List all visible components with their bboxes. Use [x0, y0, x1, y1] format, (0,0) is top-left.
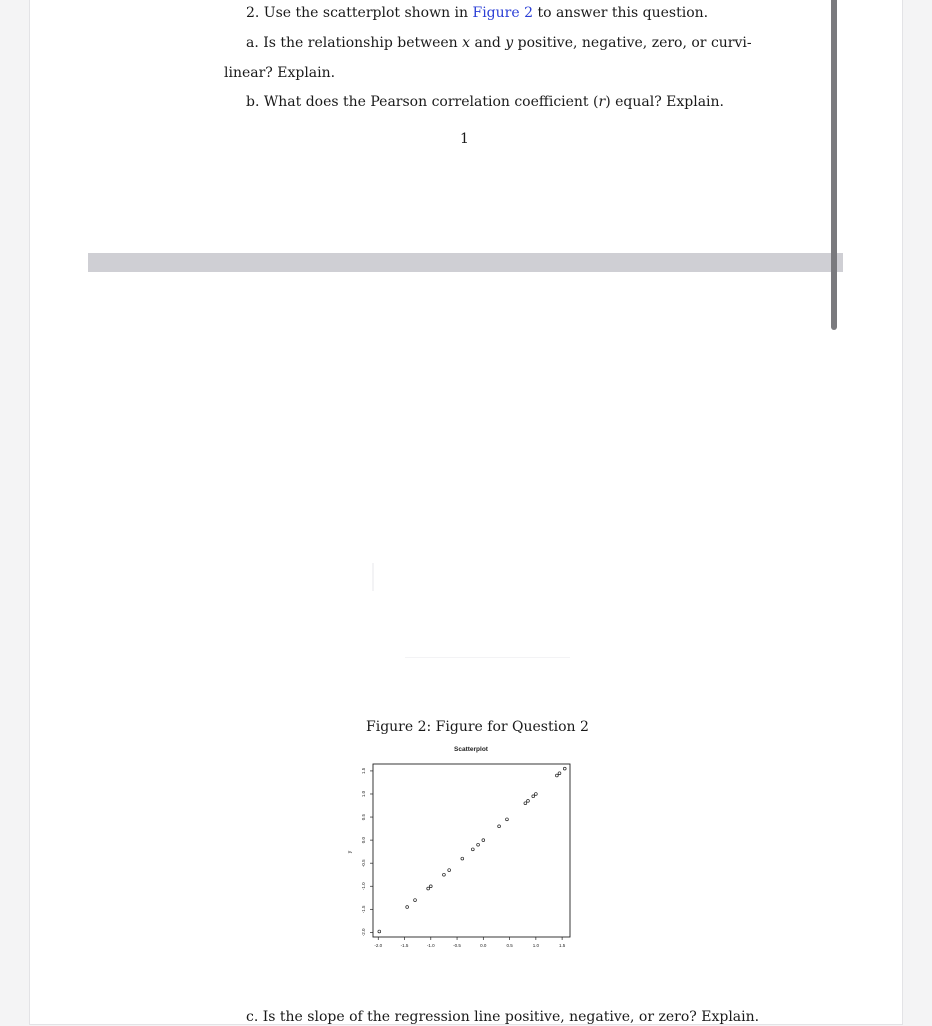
intro-suffix: to answer this question.: [533, 5, 709, 21]
question-2-intro: [246, 4, 708, 22]
point-19: [563, 767, 566, 770]
question-2c: c. Is the slope of the regression line positive, negative, or zero? Explain.: [246, 1009, 760, 1025]
figure-caption: Figure 2: Figure for Question 2: [366, 719, 589, 735]
x-tick-label-6: 1.0: [532, 943, 539, 948]
point-3: [427, 887, 430, 890]
y-axis-label: y: [347, 850, 353, 854]
q2a-suffix: positive, negative, zero, or curvi-: [513, 35, 752, 51]
ghost-axis: [405, 657, 570, 658]
question-2b: [246, 93, 724, 111]
point-5: [443, 873, 446, 876]
x-tick-label-2: -1.0: [426, 943, 435, 948]
y-tick-label-6: 1.0: [361, 790, 366, 798]
y-tick-label-0: -2.0: [361, 928, 366, 937]
x-tick-label-5: 0.5: [506, 943, 513, 948]
point-4: [429, 885, 432, 888]
math-y: y: [505, 35, 514, 51]
question-2a-line2: linear? Explain.: [224, 65, 336, 81]
x-tick-label-3: -0.5: [453, 943, 461, 948]
point-13: [524, 802, 527, 805]
q2a-text: a. Is the relationship between: [246, 35, 463, 51]
point-17: [555, 774, 558, 777]
point-6: [448, 869, 451, 872]
x-tick-label-1: -1.5: [400, 943, 409, 948]
figure-2-link[interactable]: Figure 2: [472, 5, 533, 21]
y-tick-label-1: -1.5: [361, 905, 366, 914]
ghost-mark: [372, 563, 374, 591]
y-tick-label-7: 1.5: [361, 767, 366, 775]
point-14: [527, 800, 530, 803]
page-divider: [88, 253, 843, 272]
math-x: x: [462, 35, 471, 51]
x-tick-label-0: -2.0: [374, 943, 383, 948]
q2b-text: b. What does the Pearson correlation coefficient (: [246, 94, 599, 110]
y-tick-label-5: 0.5: [361, 813, 366, 821]
x-tick-label-4: 0.0: [480, 943, 487, 948]
question-2a: [246, 34, 752, 52]
point-10: [482, 839, 485, 842]
intro-text: 2. Use the scatterplot shown in: [246, 5, 473, 21]
y-tick-label-3: -0.5: [361, 859, 366, 868]
chart-title: Scatterplot: [454, 746, 488, 753]
point-18: [558, 772, 561, 775]
point-9: [477, 843, 480, 846]
point-12: [506, 818, 509, 821]
y-tick-label-2: -1.0: [361, 882, 366, 891]
q2a-and: and: [470, 35, 506, 51]
page-number: 1: [460, 131, 469, 147]
point-16: [534, 793, 537, 796]
q2b-suffix: ) equal? Explain.: [605, 94, 724, 110]
point-15: [532, 795, 535, 798]
point-1: [406, 906, 409, 909]
point-2: [414, 899, 417, 902]
point-11: [498, 825, 501, 828]
x-tick-label-7: 1.5: [558, 943, 566, 948]
point-0: [378, 930, 381, 933]
x-axis: [374, 937, 565, 948]
y-axis: [361, 767, 373, 936]
y-tick-label-4: 0.0: [361, 836, 366, 844]
data-points: [378, 767, 566, 933]
scatterplot: [340, 740, 590, 960]
scrollbar-thumb[interactable]: [831, 0, 837, 330]
point-8: [471, 848, 474, 851]
math-r: r: [598, 94, 606, 110]
point-7: [461, 857, 464, 860]
